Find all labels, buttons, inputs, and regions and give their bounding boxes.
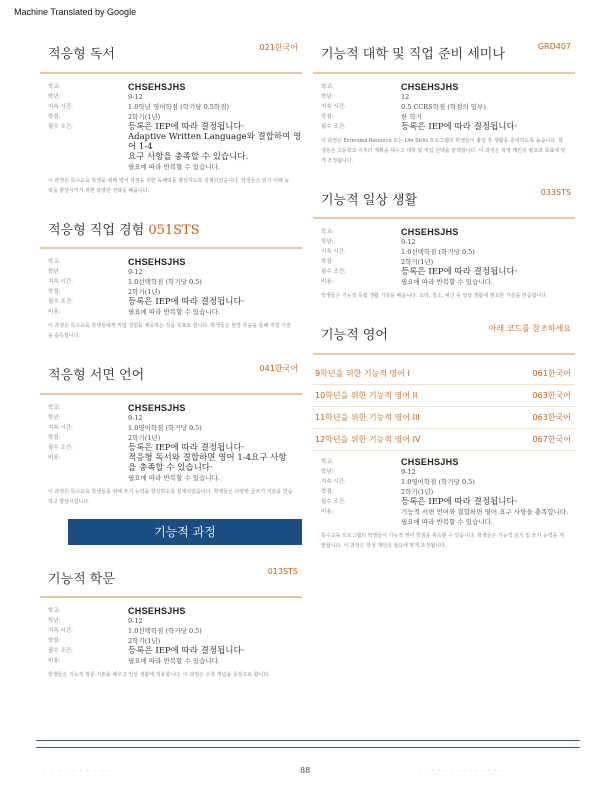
info-row (40, 152, 302, 162)
info-row (313, 102, 575, 112)
info-row (313, 237, 575, 247)
info-label: 필수 조건: (321, 123, 346, 130)
info-label: 필수 조건: (48, 444, 73, 451)
info-value: 1.0학년 영어학점 (학기당 0.5학점) (128, 102, 230, 111)
info-label: 지속 시간: (321, 478, 346, 485)
info-row (40, 403, 302, 413)
info-label: 학년: (321, 93, 334, 100)
info-value: 필요에 따라 반복할 수 있습니다. (128, 162, 220, 171)
info-row (313, 257, 575, 267)
course-title: 적응형 독서 (48, 47, 115, 62)
info-row (313, 517, 575, 527)
info-row (313, 277, 575, 287)
info-label: 비용: (321, 279, 334, 286)
course-adaptive-work-experience (40, 206, 302, 342)
info-label: 학교: (321, 458, 334, 465)
info-value: 1.0선택학점 (학기당 0.5) (128, 627, 202, 636)
info-label: 학년: (321, 468, 334, 475)
info-row (313, 247, 575, 257)
info-value: 2학기(1년) (128, 433, 161, 442)
info-label: 비용: (48, 454, 61, 461)
footer-rule (36, 740, 580, 748)
info-row (40, 267, 302, 277)
title-rule (313, 217, 575, 219)
info-value: 9-12 (401, 467, 416, 476)
info-row (40, 122, 302, 132)
info-row (40, 656, 302, 666)
info-value: 2학기(1년) (128, 637, 161, 646)
info-value: 9-12 (128, 617, 143, 626)
right-column (313, 30, 575, 561)
info-row (313, 487, 575, 497)
info-value: CHSEHSJHS (128, 402, 186, 413)
info-row (40, 606, 302, 616)
info-label (40, 162, 128, 172)
info-row (40, 92, 302, 102)
info-row (313, 82, 575, 92)
info-label: 필수 조건: (321, 269, 346, 276)
course-title: 적응형 직업 경험 051STS (48, 222, 200, 238)
course-code: 013STS (267, 566, 298, 576)
info-label: 학점: (48, 289, 61, 296)
info-row (40, 636, 302, 646)
info-row (313, 112, 575, 122)
page-number: 88 (300, 766, 311, 775)
info-value: 9-12 (128, 413, 143, 422)
info-label: 학점: (321, 113, 334, 120)
info-row (40, 463, 302, 473)
info-value: 등록은 IEP에 따라 결정됩니다· (128, 442, 245, 453)
info-value: 1.0영어학점 (학기당 0.5) (128, 423, 202, 432)
info-value: 필요에 따라 반복할 수 있습니다. (128, 473, 220, 482)
info-label: 학년: (48, 93, 61, 100)
course-functional-daily-living (313, 176, 575, 302)
info-value: CHSEHSJHS (128, 606, 186, 617)
info-row (40, 646, 302, 656)
info-label: 학교: (48, 404, 61, 411)
info-row (40, 162, 302, 172)
course-adaptive-written-language (40, 351, 302, 507)
info-value: 1.0선택학점 (학기당 0.5) (128, 278, 202, 287)
info-label: 필수 조건: (48, 123, 73, 130)
info-value: 필요에 따라 반복할 수 있습니다. (401, 278, 493, 287)
english-level-item (313, 363, 575, 385)
course-title: 기능적 대학 및 직업 준비 세미나 (321, 47, 505, 62)
course-description: 이 과정은 특수교육 학생들을 위해 쓰기 능력을 향상하도록 설계되었습니다. 학생들은 다양한 글쓰기 기술을 연습하고 향상시킵니다. (48, 488, 293, 505)
info-value: CHSEHSJHS (401, 227, 459, 238)
course-code: 033STS (540, 187, 571, 197)
english-level-code: 063한국어 (532, 412, 571, 422)
info-row (313, 467, 575, 477)
machine-translated-label: Machine Translated by Google (14, 7, 137, 17)
info-value: 적응형 독서와 결합하면 영어 1-4요구 사항 (128, 452, 287, 463)
english-level-code: 063한국어 (532, 390, 571, 400)
info-row (40, 132, 302, 152)
info-value: 을 충족할 수 있습니다· (128, 462, 213, 473)
info-row (313, 477, 575, 487)
title-rule (40, 596, 302, 598)
info-row (313, 227, 575, 237)
course-description: 이 과정은 Extended Resource 또는 Life Skills 프로그램의 학생들이 졸업 후 생활을 준비하도록 돕습니다. 학생들은 고등학교 이후의 계획을 세우고 대학 및 직업 선택을 탐색합니다. 이 과정은 학생 개인의 필요와 목표에 맞게 조정됩니다. (321, 137, 566, 164)
info-label: 비용: (48, 309, 61, 316)
course-description: 학생들은 기능적 학문 기술을 배우고 일상 생활에 적용합니다. 이 과정은 수학 개념을 중심으로 합니다. (48, 672, 270, 679)
info-value: 등록은 IEP에 따라 결정됩니다· (401, 267, 518, 278)
title-rule (313, 353, 575, 355)
info-row (40, 102, 302, 112)
info-label: 지속 시간: (48, 279, 73, 286)
info-row (313, 92, 575, 102)
info-label: 지속 시간: (48, 628, 73, 635)
info-label (40, 132, 128, 152)
course-title-code: 051STS (148, 222, 200, 238)
info-value: 0.5 CCRS학점 (학점의 일부) (401, 102, 486, 111)
info-value: 2학기(1년) (128, 112, 161, 121)
course-title: 적응형 서면 언어 (48, 368, 145, 384)
info-value: 12 (401, 92, 410, 101)
title-rule (40, 247, 302, 249)
left-column (40, 30, 302, 690)
english-level-label: 9학년을 위한 기능적 영어 I (315, 368, 410, 378)
english-level-item (313, 429, 575, 451)
info-row (40, 297, 302, 307)
info-row (40, 277, 302, 287)
info-row (40, 453, 302, 463)
info-row (40, 473, 302, 483)
course-title: 기능적 일상 생활 (321, 192, 418, 208)
info-value: 기능적 서면 언어와 결합하면 영어 요구 사항을 충족합니다. (401, 507, 569, 516)
info-label: 필수 조건: (48, 648, 73, 655)
info-label: 필수 조건: (321, 498, 346, 505)
info-value: 2학기(1년) (128, 288, 161, 297)
info-value: 등록은 IEP에 따라 결정됩니다· (401, 121, 518, 132)
info-row (313, 122, 575, 132)
info-value: 등록은 IEP에 따라 결정됩니다· (128, 646, 245, 657)
english-levels-list (313, 363, 575, 457)
info-row (40, 433, 302, 443)
info-value: CHSEHSJHS (128, 257, 186, 268)
course-functional-english (313, 311, 575, 551)
course-code: 021한국어 (259, 43, 298, 52)
info-value: 9-12 (128, 92, 143, 101)
info-label: 학교: (48, 608, 61, 615)
info-row (40, 82, 302, 92)
info-row (40, 287, 302, 297)
info-label: 비용: (48, 658, 61, 665)
info-row (313, 267, 575, 277)
title-rule (313, 72, 575, 74)
info-row (40, 112, 302, 122)
info-value: 요구 사항을 충족할 수 있습니다. (128, 151, 249, 162)
footer-right-text: · · · · · · · · · · · · · · (420, 768, 504, 774)
info-row (313, 507, 575, 517)
english-level-label: 11학년을 위한 기능적 영어 III (315, 412, 420, 422)
course-title: 기능적 학문 (48, 571, 115, 587)
course-title: 기능적 영어 (321, 328, 388, 344)
title-rule (40, 393, 302, 395)
info-label: 필수 조건: (48, 299, 73, 306)
info-label: 학년: (48, 269, 61, 276)
info-value: 2학기(1년) (401, 487, 434, 496)
functional-courses-banner: 기능적 과정 (68, 519, 302, 545)
course-code: GRD407 (537, 42, 571, 51)
info-value: 9-12 (128, 268, 143, 277)
info-row (40, 626, 302, 636)
course-description: 특수교육 프로그램의 학생들이 기능적 영어 학점을 취득할 수 있습니다. 학생들은 기능적 읽기 및 쓰기 능력을 개발합니다. 이 과정은 학생 개인의 필요에 맞게 조정됩니다. (321, 532, 564, 549)
info-value: 등록은 IEP에 따라 결정됩니다· (401, 496, 518, 507)
info-value: CHSEHSJHS (401, 456, 459, 467)
info-row (313, 497, 575, 507)
info-value: 한 학기 (401, 112, 422, 121)
info-label: 학점: (321, 488, 334, 495)
info-label: 학점: (48, 113, 61, 120)
info-label: 학점: (321, 259, 334, 266)
course-functional-academics (40, 555, 302, 681)
info-label: 비용: (321, 508, 334, 515)
info-label: 학년: (48, 618, 61, 625)
course-adaptive-reading (40, 30, 302, 196)
english-level-item (313, 385, 575, 407)
info-label: 학년: (321, 239, 334, 246)
info-label (40, 152, 128, 162)
info-label: 학점: (48, 638, 61, 645)
info-label: 지속 시간: (321, 103, 346, 110)
info-value: 필요에 따라 반복할 수 있습니다. (401, 517, 493, 526)
info-label: 지속 시간: (48, 424, 73, 431)
info-label: 학교: (321, 83, 334, 90)
info-row (40, 443, 302, 453)
course-description: 이 과정은 특수교육 학생들에게 직업 경험을 제공하는 것을 목표로 합니다. 학생들은 현장 학습을 통해 직업 기술을 습득합니다. (48, 323, 291, 340)
info-row (313, 457, 575, 467)
info-label (40, 473, 128, 483)
english-level-label: 10학년을 위한 기능적 영어 II (315, 390, 418, 400)
info-value: 필요에 따라 반복할 수 있습니다. (128, 657, 220, 666)
info-value: Adaptive Written Language와 결합하여 영어 1-4 (128, 131, 302, 152)
footer-left-text: · · · · · · · · · · (44, 768, 113, 774)
info-value: 등록은 IEP에 따라 결정됩니다· (128, 297, 245, 308)
course-note: 아래 코드를 참조하세요 (488, 324, 571, 334)
english-level-label: 12학년을 위한 기능적 영어 IV (315, 434, 421, 444)
info-value: CHSEHSJHS (128, 81, 186, 92)
info-label: 지속 시간: (321, 249, 346, 256)
english-level-code: 061한국어 (532, 368, 571, 378)
info-label (313, 517, 401, 527)
info-row (40, 423, 302, 433)
info-label: 학년: (48, 414, 61, 421)
info-value: 9-12 (401, 238, 416, 247)
info-label: 학교: (48, 83, 61, 90)
info-label: 학교: (321, 229, 334, 236)
english-level-code: 067한국어 (532, 434, 571, 444)
info-value: 1.0선택학점 (학기당 0.5) (401, 248, 475, 257)
info-label: 학교: (48, 259, 61, 266)
course-code: 041한국어 (259, 364, 298, 374)
info-value: CHSEHSJHS (401, 81, 459, 92)
course-description: 이 과정은 특수교육 학생을 위해 영어 학점을 위한 독해력을 향상하도록 설계되었습니다. 학생들은 읽기 이해 능력을 향상시키기 위한 다양한 전략을 배웁니다. (48, 177, 290, 194)
info-label: 학점: (48, 434, 61, 441)
info-value: 필요에 따라 반복할 수 있습니다. (128, 308, 220, 317)
info-value: 2학기(1년) (401, 258, 434, 267)
info-label: 지속 시간: (48, 103, 73, 110)
title-rule (40, 72, 302, 74)
info-value: 등록은 IEP에 따라 결정됩니다· (128, 121, 245, 132)
info-row (40, 616, 302, 626)
english-level-item (313, 407, 575, 429)
course-functional-college-career (313, 30, 575, 166)
course-description: 학생들은 기능적 독립 생활 기술을 배웁니다. 요리, 청소, 예산 등 일상 생활에 필요한 기술을 연습합니다. (321, 293, 548, 300)
info-value: 1.0영어학점 (학기당 0.5) (401, 477, 475, 486)
info-row (40, 307, 302, 317)
info-row (40, 257, 302, 267)
info-label (40, 463, 128, 473)
info-row (40, 413, 302, 423)
